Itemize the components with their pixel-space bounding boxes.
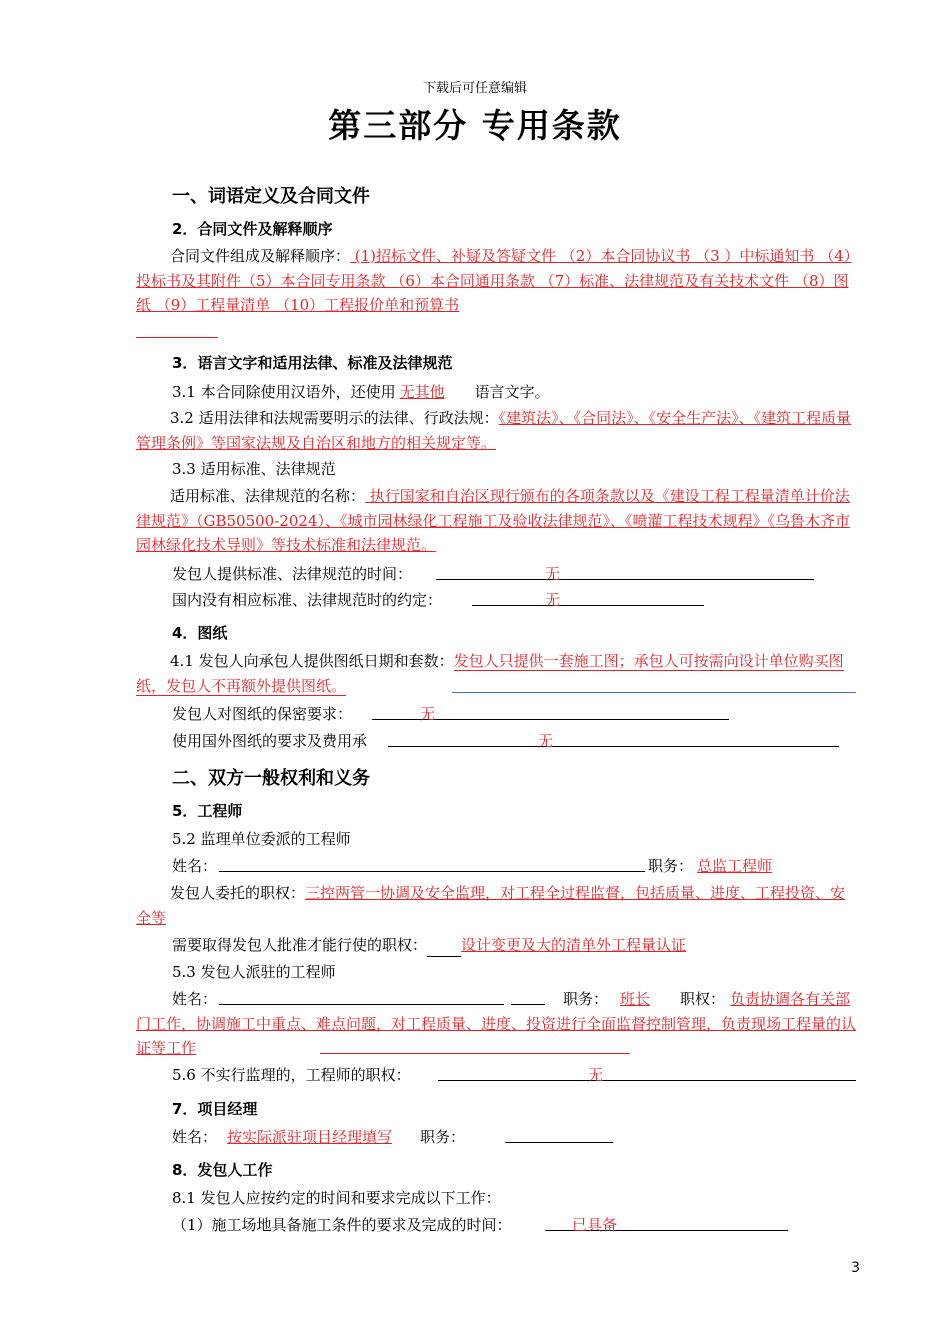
secret-value: 无 bbox=[420, 705, 436, 723]
contract-docs-label: 合同文件组成及解释顺序： bbox=[170, 247, 351, 265]
law-value: 《建筑法》、《合同法》、《安全生产法》、《建筑工程质量管理条例》等国家法规及自治区和地方的相关规定等。 bbox=[136, 409, 852, 452]
page-title: 第三部分 专用条款 bbox=[328, 106, 622, 145]
fill-line bbox=[388, 746, 839, 747]
engineer-53-authority-value: 负责协调各有关部门工作，协调施工中重点、难点问题，对工程质量、进度、投资进行全面监督控制管理，负责现场工程量的认证等工作 bbox=[136, 990, 857, 1057]
work-81-1-label: （1）施工场地具备施工条件的要求及完成的时间： bbox=[172, 1216, 512, 1234]
authority-paragraph bbox=[136, 881, 856, 930]
engineer-52-heading: 5.2 监理单位委派的工程师 bbox=[172, 830, 351, 848]
approval-value: 设计变更及大的清单外工程量认证 bbox=[461, 936, 687, 954]
subsection-heading-8: 8．发包人工作 bbox=[172, 1161, 273, 1179]
engineer-52-duty-label: 职务： bbox=[648, 857, 694, 875]
engineer-56-line bbox=[172, 1063, 411, 1087]
drawing-value: 发包人只提供一套施工图；承包人可按需向设计单位购买图纸，发包人不再额外提供图纸。 bbox=[136, 652, 844, 695]
subsection-heading-3: 3．语言文字和适用法律、标准及法律规范 bbox=[172, 354, 453, 372]
fill-line bbox=[136, 337, 218, 338]
standards-none-line bbox=[172, 588, 442, 612]
drawing-label: 4.1 发包人向承包人提供图纸日期和套数： bbox=[170, 652, 454, 670]
engineer-52-name-label: 姓名： bbox=[172, 857, 218, 875]
pm-name-label: 姓名： bbox=[172, 1128, 218, 1146]
work-81-heading: 8.1 发包人应按约定的时间和要求完成以下工作： bbox=[172, 1189, 501, 1207]
page-number: 3 bbox=[851, 1260, 860, 1276]
standards-heading: 3.3 适用标准、法律规范 bbox=[172, 460, 336, 478]
authority-value: 三控两管一协调及安全监理，对工程全过程监督，包括质量、进度、工程投资、安全等 bbox=[136, 884, 846, 927]
fill-line bbox=[505, 1142, 613, 1143]
secret-label: 发包人对图纸的保密要求： bbox=[172, 705, 353, 723]
language-line bbox=[172, 380, 550, 404]
standards-label: 适用标准、法律规范的名称： bbox=[170, 487, 366, 505]
secret-line bbox=[172, 702, 352, 726]
engineer-53-duty-value: 班长 bbox=[620, 990, 651, 1008]
fill-line bbox=[438, 1080, 856, 1081]
contract-docs-value: (1)招标文件、补疑及答疑文件 （2）本合同协议书 （3 ）中标通知书 （4）投标书及其附件（5）本合同专用条款 （6）本合同通用条款 （7）标准、法律规范及有关技术文件 （8）图纸 （9）工程量清单 （10）工程报价单和预算书 bbox=[136, 247, 852, 314]
engineer-53-duty-label: 职务： bbox=[563, 990, 609, 1008]
authority-label: 发包人委托的职权： bbox=[170, 884, 306, 902]
fill-line bbox=[427, 939, 461, 957]
law-paragraph bbox=[136, 406, 856, 455]
engineer-53-authority-label: 职权： bbox=[680, 990, 726, 1008]
fill-line bbox=[436, 579, 814, 580]
pm-name-value: 按实际派驻项目经理填写 bbox=[227, 1128, 393, 1146]
language-suffix: 语言文字。 bbox=[474, 383, 550, 401]
engineer-52-duty-value: 总监工程师 bbox=[697, 857, 773, 875]
standards-time-value: 无 bbox=[545, 565, 561, 583]
standards-none-value: 无 bbox=[545, 591, 561, 609]
law-label: 3.2 适用法律和法规需要明示的法律、行政法规： bbox=[170, 409, 499, 427]
fill-line bbox=[320, 1053, 630, 1054]
foreign-label: 使用国外图纸的要求及费用承 bbox=[172, 732, 368, 750]
pm-duty-label: 职务： bbox=[420, 1128, 466, 1146]
contract-docs-paragraph bbox=[136, 244, 856, 318]
subsection-heading-5: 5．工程师 bbox=[172, 802, 243, 820]
foreign-value: 无 bbox=[538, 732, 554, 750]
drawing-paragraph bbox=[136, 649, 856, 698]
language-label: 3.1 本合同除使用汉语外，还使用 bbox=[172, 383, 396, 401]
engineer-53-name-label: 姓名： bbox=[172, 990, 218, 1008]
approval-label: 需要取得发包人批准才能行使的职权： bbox=[172, 936, 428, 954]
fill-line bbox=[452, 692, 856, 693]
foreign-line bbox=[172, 729, 367, 753]
engineer-53-heading: 5.3 发包人派驻的工程师 bbox=[172, 963, 336, 981]
standards-time-line bbox=[172, 562, 412, 586]
fill-line bbox=[472, 605, 704, 606]
section-heading-1: 一、词语定义及合同文件 bbox=[172, 186, 370, 207]
fill-line bbox=[219, 871, 645, 872]
subsection-heading-7: 7．项目经理 bbox=[172, 1100, 258, 1118]
standards-paragraph bbox=[136, 484, 856, 558]
standards-time-label: 发包人提供标准、法律规范的时间： bbox=[172, 565, 413, 583]
page-header: 下载后可任意编辑 bbox=[422, 81, 527, 96]
subsection-heading-2: 2．合同文件及解释顺序 bbox=[172, 220, 333, 238]
engineer-56-value: 无 bbox=[588, 1066, 604, 1084]
engineer-56-label: 5.6 不实行监理的，工程师的职权： bbox=[172, 1066, 411, 1084]
standards-none-label: 国内没有相应标准、法律规范时的约定： bbox=[172, 591, 443, 609]
engineer-53-authority-paragraph bbox=[136, 987, 856, 1061]
project-manager-line bbox=[172, 1125, 465, 1149]
standards-value: 执行国家和自治区现行颁布的各项条款以及《建设工程工程量清单计价法律规范》（GB50500-2024）、《城市园林绿化工程施工及验收法律规范》、《喷灌工程技术规程》《乌鲁木齐市园林绿化技术导则》等技术标准和法律规范。 bbox=[136, 487, 850, 554]
section-heading-2: 二、双方一般权利和义务 bbox=[172, 768, 370, 789]
work-81-1-value: 已具备 bbox=[572, 1216, 618, 1234]
subsection-heading-4: 4．图纸 bbox=[172, 624, 228, 642]
language-value: 无其他 bbox=[399, 383, 445, 401]
approval-line bbox=[172, 933, 686, 957]
work-81-1-line bbox=[172, 1213, 512, 1237]
